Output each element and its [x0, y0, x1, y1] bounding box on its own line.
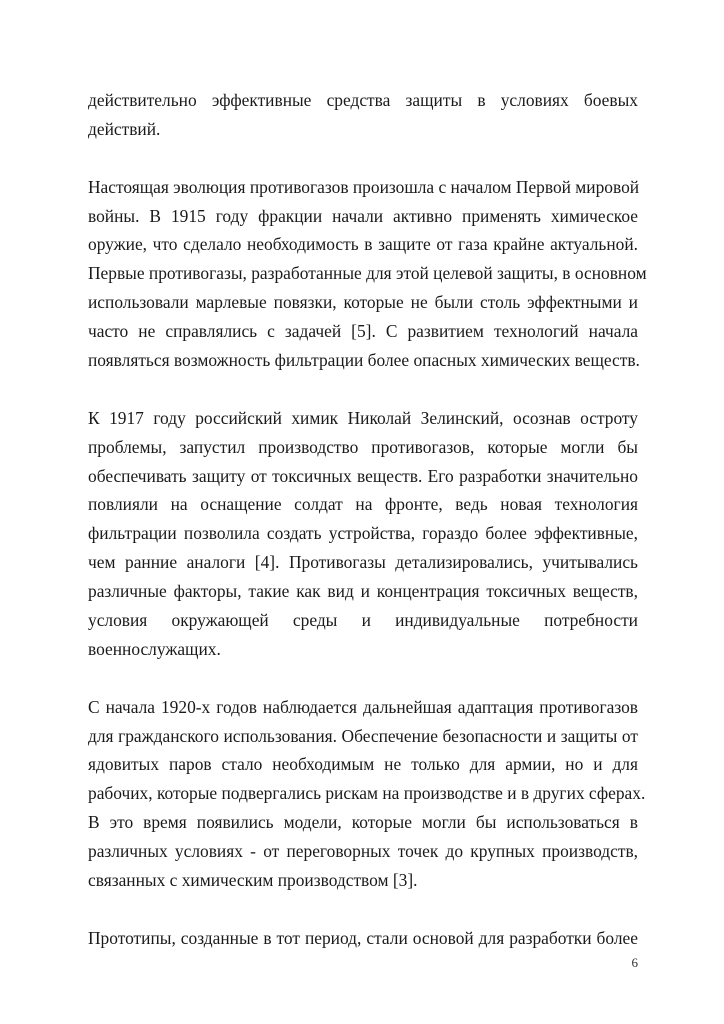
- text-line: условия окружающей среды и индивидуальные потребности: [88, 610, 638, 631]
- text-line: рабочих, которые подвергались рискам на производстве и в других сферах.: [88, 783, 646, 804]
- text-line: действий.: [88, 118, 161, 139]
- text-line: использовали марлевые повязки, которые не были столь эффектными и: [88, 292, 638, 313]
- text-line: Первые противогазы, разработанные для этой целевой защиты, в основном: [88, 263, 647, 284]
- text-line: войны. В 1915 году фракции начали активно применять химическое: [88, 205, 638, 226]
- text-line: появляться возможность фильтрации более опасных химических веществ.: [88, 350, 640, 371]
- text-line: повлияли на оснащение солдат на фронте, ведь новая технология: [88, 494, 638, 515]
- paragraph: [88, 404, 638, 664]
- text-line: Прототипы, созданные в тот период, стали основой для разработки более: [88, 927, 638, 948]
- text-line: для гражданского использования. Обеспечение безопасности и защиты от: [88, 725, 638, 746]
- text-line: различных условиях - от переговорных точек до крупных производств,: [88, 841, 638, 862]
- text-line: обеспечивать защиту от токсичных веществ. Его разработки значительно: [88, 465, 638, 486]
- text-line: действительно эффективные средства защиты в условиях боевых: [88, 90, 638, 110]
- text-line: часто не справлялись с задачей [5]. С развитием технологий начала: [88, 321, 638, 342]
- text-line: связанных с химическим производством [3].: [88, 870, 418, 891]
- text-line: различные факторы, такие как вид и концентрация токсичных веществ,: [88, 581, 638, 602]
- text-line: оружие, что сделало необходимость в защите от газа крайне актуальной.: [88, 234, 638, 255]
- text-line: К 1917 году российский химик Николай Зелинский, осознав остроту: [88, 407, 638, 428]
- text-line: военнослужащих.: [88, 638, 221, 659]
- paragraph: [88, 924, 638, 953]
- text-line: С начала 1920-х годов наблюдается дальнейшая адаптация противогазов: [88, 696, 638, 717]
- paragraph: [88, 173, 647, 375]
- document-body: [88, 86, 647, 982]
- page-number: 6: [631, 955, 638, 970]
- text-line: В это время появились модели, которые могли бы использоваться в: [88, 812, 638, 833]
- text-line: ядовитых паров стало необходимым не только для армии, но и для: [88, 754, 638, 775]
- paragraph: [88, 86, 638, 144]
- text-line: проблемы, запустил производство противогазов, которые могли бы: [88, 436, 638, 457]
- paragraph: [88, 693, 646, 895]
- text-line: Настоящая эволюция противогазов произошла с началом Первой мировой: [88, 176, 640, 197]
- text-line: фильтрации позволила создать устройства, гораздо более эффективные,: [88, 523, 638, 544]
- text-line: чем ранние аналоги [4]. Противогазы детализировались, учитывались: [88, 552, 638, 573]
